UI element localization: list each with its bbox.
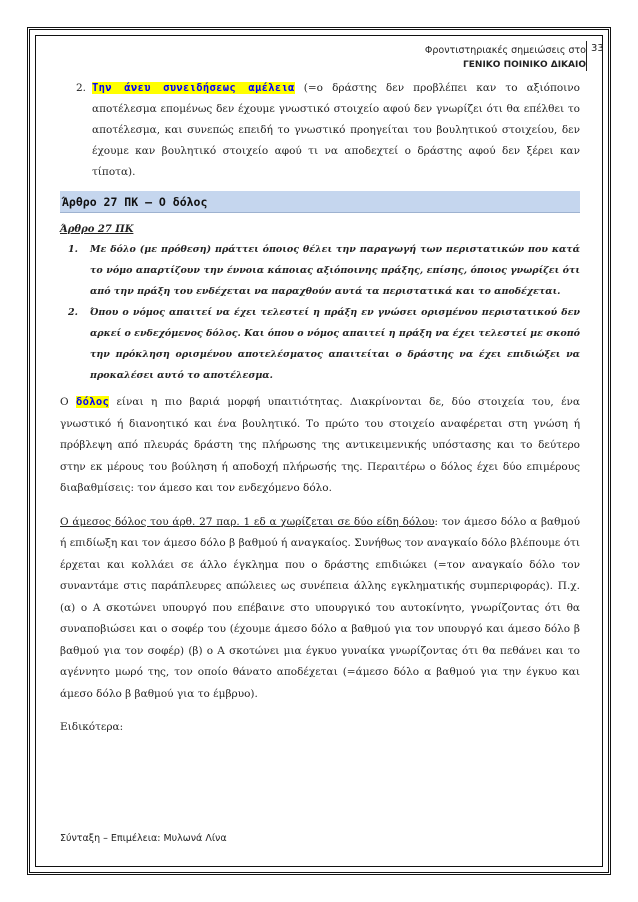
- page-content: [60, 78, 580, 739]
- law-item-number: 2.: [68, 307, 78, 318]
- law-title: Άρθρο 27 ΠΚ: [60, 224, 134, 235]
- highlighted-term: δόλος: [76, 396, 110, 408]
- law-item-1: [60, 239, 580, 302]
- paragraph-prefix: Ο: [60, 396, 76, 408]
- paragraph-dolos: [60, 392, 580, 500]
- page-number: 33: [586, 41, 606, 71]
- section-heading: Άρθρο 27 ΠΚ – Ο δόλος: [60, 191, 580, 213]
- list-item-number: 2.: [76, 82, 87, 94]
- highlighted-term: Την άνευ συνειδήσεως αμέλεια: [92, 82, 295, 94]
- list-item-text: (=ο δράστης δεν προβλέπει καν το αξιόποινο αποτέλεσμα επομένως δεν έχουμε γνωστικό στοιχείο αφού δεν γνωρίζει ότι θα επέλθει το αποτέλεσμα, και συνεπώς επειδή το γνωστικό προηγείται του βουλητικού στοιχείου, δεν έχουμε καν βουλητικό στοιχείο αφού τι να αποδεχτεί ο δράστης αφού δεν ξέρει καν τίποτα).: [92, 82, 580, 178]
- underlined-phrase: Ο άμεσος δόλος του άρθ. 27 παρ. 1 εδ α χωρίζεται σε δύο είδη δόλου: [60, 515, 435, 528]
- law-item-text: Όπου ο νόμος απαιτεί να έχει τελεστεί η πράξη εν γνώσει ορισμένου περιστατικού δεν αρκεί ο ενδεχόμενος δόλος. Και όπου ο νόμος απαιτεί η πράξη να έχει τελεστεί με σκοπό την πρόκληση ορισμένου αποτελέσματος απαιτείται ο δράστης να έχει επιδιώξει να προκαλέσει αυτό το αποτέλεσμα.: [90, 307, 580, 381]
- law-item-number: 1.: [68, 244, 78, 255]
- paragraph-text: : τον άμεσο δόλο α βαθμού ή επιδίωξη και τον άμεσο δόλο β βαθμού ή αναγκαίος. Συνήθως τον αναγκαίο δόλο βλέπουμε ότι έρχεται και κολλάει σε άλλο έγκλημα που ο δράστης επιδιώκει (=τον αναγκαίο δόλο τον συναντάμε στις παράπλευρες απώλειες ως συνέπεια άλλης εγκληματικής συμπεριφοράς). Π.χ. (α) ο Α σκοτώνει υπουργό που επέβαινε στο υπουργικό του αυτοκίνητο, γνωρίζοντας ότι θα συναποβιώσει και ο σοφέρ του (έχουμε άμεσο δόλο α βαθμού για τον υπουργό και άμεσο δόλο β βαθμού για τον σοφέρ) (β) ο Α σκοτώνει μια έγκυο γυναίκα γνωρίζοντας ότι θα πεθάνει και το αγέννητο μωρό της, τον οποίο θάνατο αποδέχεται (=άμεσο δόλο α βαθμού για την έγκυο και άμεσο δόλο β βαθμού για το έμβρυο).: [60, 515, 580, 700]
- running-header: [425, 44, 586, 72]
- header-subtitle: ΓΕΝΙΚΟ ΠΟΙΝΙΚΟ ΔΙΚΑΙΟ: [463, 60, 586, 70]
- law-item-text: Με δόλο (με πρόθεση) πράττει όποιος θέλει την παραγωγή των περιστατικών που κατά το νόμο απαρτίζουν την έννοια κάποιας αξιόποινης πράξης, επίσης, όποιος γνωρίζει ότι από την πράξη του ενδέχεται να παραχθούν αυτά τα περιστατικά και το αποδέχεται.: [90, 244, 580, 297]
- paragraph-text: είναι η πιο βαριά μορφή υπαιτιότητας. Διακρίνονται δε, δύο στοιχεία του, ένα γνωστικό ή διανοητικό και ένα βουλητικό. Το πρώτο του στοιχείο αναφέρεται στη γνώση ή πρόβλεψη από πλευράς δράστη της πλήρωσης της αντικειμενικής υπόστασης και το δεύτερο στην εκ μέρους του βούληση ή αποδοχή πλήρωσής της. Περαιτέρω ο δόλος έχει δύο επιμέρους διαβαθμίσεις: τον άμεσο και τον ενδεχόμενο δόλο.: [60, 396, 580, 494]
- header-title: Φροντιστηριακές σημειώσεις στο: [424, 45, 586, 56]
- page-footer: Σύνταξη – Επιμέλεια: Μυλωνά Λίνα: [60, 833, 227, 844]
- paragraph-eidikotera: Ειδικότερα:: [60, 721, 124, 733]
- list-item-2: [60, 78, 580, 183]
- law-item-2: [60, 302, 580, 386]
- paragraph-amesos-dolos: [60, 512, 580, 706]
